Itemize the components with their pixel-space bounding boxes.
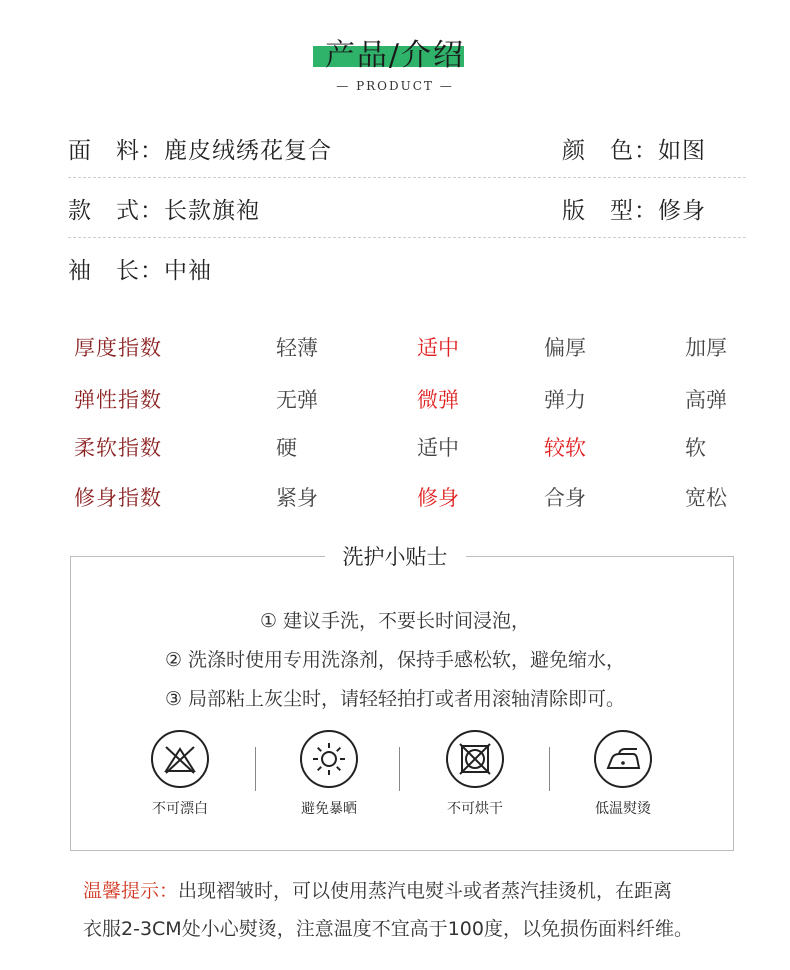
icon-label: 不可漂白 [152,801,208,817]
icon-divider [549,747,550,791]
care-icon-item [120,730,240,818]
warm-tip-text: 出现褶皱时，可以使用蒸汽电熨斗或者蒸汽挂烫机，在距离 [178,880,673,902]
info-row [68,178,746,238]
index-label: 弹性指数 [74,388,162,412]
info-row [68,118,746,178]
index-option: 无弹 [276,388,318,412]
index-option: 合身 [544,486,586,510]
index-row-thickness [74,332,734,382]
info-row [68,238,746,297]
warm-tip-line-2: 衣服2-3CM处小心熨烫，注意温度不宜高于100度，以免损伤面料纤维。 [83,918,693,940]
icon-label: 低温熨烫 [595,801,651,817]
icon-divider [399,747,400,791]
care-icon-item [269,730,389,818]
index-option: 高弹 [685,388,727,412]
info-fit: 版 型：修身 [562,198,706,224]
page-subtitle: — PRODUCT — [336,79,454,93]
no-bleach-icon [151,730,209,788]
info-style: 款 式：长款旗袍 [68,198,260,224]
info-sleeve: 袖 长：中袖 [68,258,212,284]
warm-tip-line-1 [83,872,743,910]
care-title-wrap [0,541,790,571]
page-title: 产品/介绍 [324,38,466,73]
warm-tip-label: 温馨提示： [83,880,179,902]
index-option: 宽松 [685,486,727,510]
index-option: 硬 [276,436,297,460]
index-option: 紧身 [276,486,318,510]
low-iron-icon [594,730,652,788]
no-sun-icon [300,730,358,788]
info-color: 颜 色：如图 [562,138,706,164]
page-title-wrap [0,30,790,74]
care-title: 洗护小贴士 [325,545,466,569]
icon-label: 避免暴晒 [301,801,357,817]
index-option-selected: 微弹 [417,388,459,412]
care-line-2: ② 洗涤时使用专用洗涤剂，保持手感松软，避免缩水， [164,649,626,671]
index-option: 偏厚 [544,336,586,360]
product-info [68,118,746,297]
care-icon-item [415,730,535,818]
index-label: 柔软指数 [74,436,162,460]
info-fabric: 面 料：鹿皮绒绣花复合 [68,138,332,164]
care-icon-item [563,730,683,818]
icon-label: 不可烘干 [447,801,503,817]
index-option: 加厚 [685,336,727,360]
index-table [74,332,734,532]
index-row-softness [74,432,734,482]
index-option-selected: 修身 [417,486,459,510]
index-option: 适中 [417,436,459,460]
no-tumble-dry-icon [446,730,504,788]
index-option-selected: 适中 [417,336,459,360]
care-line-1: ① 建议手洗，不要长时间浸泡， [259,610,531,632]
index-label: 修身指数 [74,486,162,510]
index-row-slimness [74,482,734,532]
index-row-elasticity [74,384,734,434]
index-option: 弹力 [544,388,586,412]
index-label: 厚度指数 [74,336,162,360]
care-line-3: ③ 局部粘上灰尘时，请轻轻拍打或者用滚轴清除即可。 [164,688,626,710]
icon-divider [255,747,256,791]
index-option: 轻薄 [276,336,318,360]
index-option: 软 [685,436,706,460]
index-option-selected: 较软 [544,436,586,460]
